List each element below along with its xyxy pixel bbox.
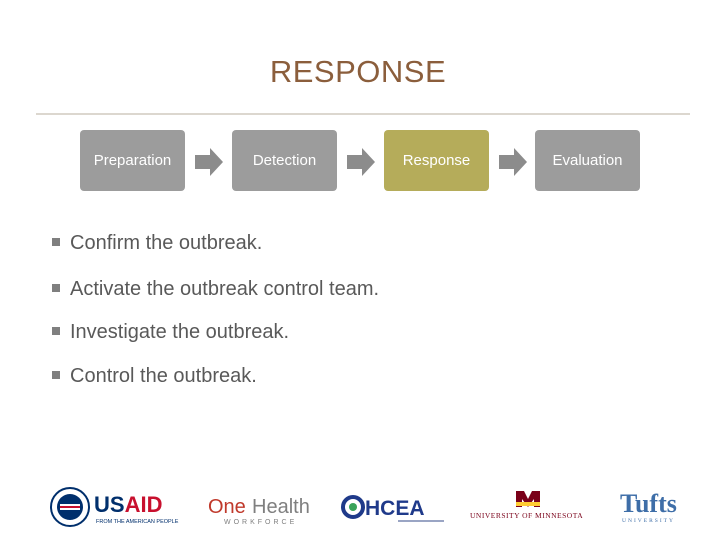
title-divider xyxy=(36,113,690,115)
svg-text:USAID: USAID xyxy=(94,492,163,517)
one-health-workforce-logo xyxy=(206,485,322,529)
square-bullet-icon xyxy=(52,371,60,379)
bullet-item: Activate the outbreak control team. xyxy=(52,278,379,301)
hcea-logo xyxy=(340,485,450,529)
svg-text:Tufts: Tufts xyxy=(620,489,677,518)
step-evaluation: Evaluation xyxy=(535,130,640,191)
svg-text:Health: Health xyxy=(252,496,310,518)
arrow-right-icon xyxy=(195,148,223,176)
svg-text:HCEA: HCEA xyxy=(365,497,425,520)
step-preparation: Preparation xyxy=(80,130,185,191)
svg-text:One: One xyxy=(208,496,246,518)
arrow-right-icon xyxy=(347,148,375,176)
bullet-item: Confirm the outbreak. xyxy=(52,232,262,255)
svg-text:FROM THE AMERICAN PEOPLE: FROM THE AMERICAN PEOPLE xyxy=(96,519,179,525)
step-detection: Detection xyxy=(232,130,337,191)
svg-text:UNIVERSITY: UNIVERSITY xyxy=(622,518,675,524)
step-response: Response xyxy=(384,130,489,191)
square-bullet-icon xyxy=(52,327,60,335)
square-bullet-icon xyxy=(52,238,60,246)
arrow-right-icon xyxy=(499,148,527,176)
partner-logos xyxy=(0,485,720,530)
bullet-item: Control the outbreak. xyxy=(52,365,257,388)
university-of-minnesota-logo xyxy=(468,485,598,529)
slide-title: RESPONSE xyxy=(269,54,447,89)
svg-text:UNIVERSITY OF MINNESOTA: UNIVERSITY OF MINNESOTA xyxy=(470,511,584,520)
svg-text:WORKFORCE: WORKFORCE xyxy=(224,519,298,526)
tufts-university-logo xyxy=(616,485,694,529)
square-bullet-icon xyxy=(52,284,60,292)
bullet-item: Investigate the outbreak. xyxy=(52,321,289,344)
usaid-logo xyxy=(36,485,192,529)
